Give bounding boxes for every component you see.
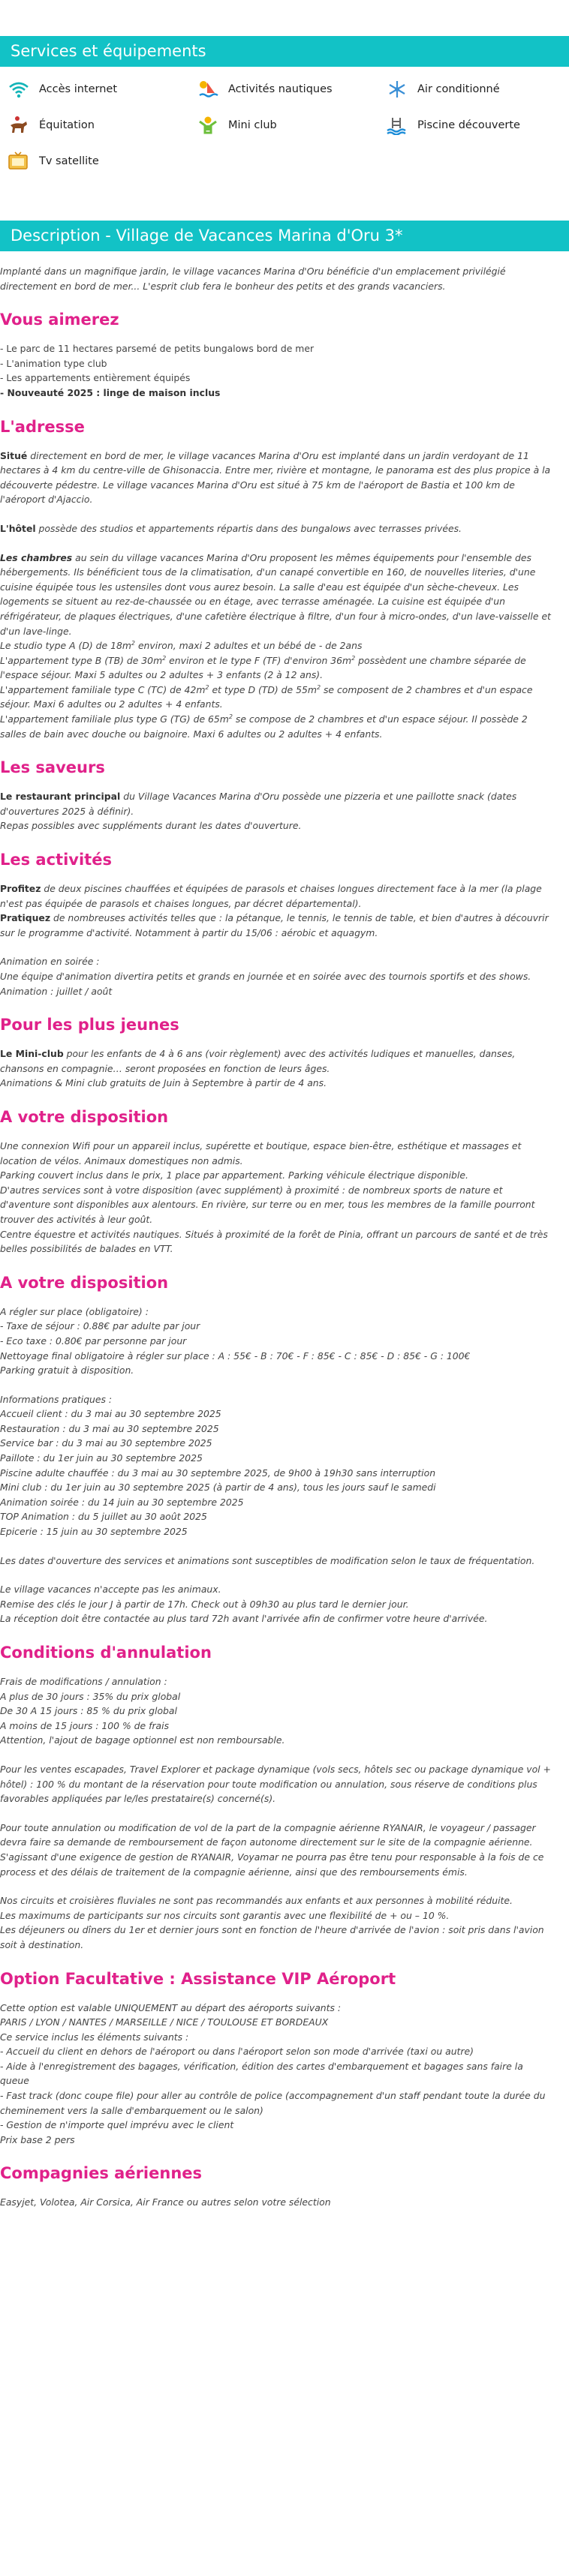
dispo2-animals-line: Remise des clés le jour J à partir de 17h. Check out à 09h30 au plus tard le dernier jour.	[0, 1598, 409, 1610]
annulation-paragraph: Pour les ventes escapades, Travel Explorer et package dynamique (vols secs, hôtels sec ou package dynamique vol + hôtel) : 100 % du montant de la réservation pour toute modification ou annulation, sous réserve de conditions plus favorables appliquées par le/les prestataire(s) concerné(s).	[0, 1763, 551, 1805]
dispo-line: Une connexion Wifi pour un appareil inclus, supérette et boutique, espace bien-être, esthétique et massages et location de vélos. Animaux domestiques non admis.	[0, 1139, 522, 1166]
amenity-outdoor-pool	[386, 116, 520, 135]
section-title-vip: Option Facultative : Assistance VIP Aéroport	[0, 1969, 396, 1988]
amenity-horse-riding	[8, 116, 95, 135]
vip-line: - Aide à l'enregistrement des bagages, vérification, édition des cartes d'embarquement et bagages sans faire la queue	[0, 2060, 523, 2087]
vip-line: Ce service inclus les éléments suivants :	[0, 2031, 189, 2043]
aimerez-line: - L'animation type club	[0, 357, 107, 369]
info-line: Mini club : du 1er juin au 30 septembre 2025 (à partir de 4 ans), tous les jours sauf le samedi	[0, 1482, 436, 1494]
annulation-line: Frais de modifications / annulation :	[0, 1676, 167, 1687]
aimerez-line: - Les appartements entièrement équipés	[0, 372, 191, 384]
dispo-line: D'autres services sont à votre disposition (avec supplément) à proximité : de nombreux sports de nature et d'aventure sont disponibles aux alentours. En rivière, sur terre ou en mer, tous les membres de la famille pourront trouver des activités à leur goût.	[0, 1184, 535, 1225]
dispo-line: Centre équestre et activités nautiques. Situés à proximité de la forêt de Pinia, offrant un parcours de santé et de très belles possibilités de balades en VTT.	[0, 1228, 548, 1255]
amenity-satellite-tv	[8, 152, 99, 171]
section-title-saveurs: Les saveurs	[0, 758, 105, 777]
aimerez-line-bold: - Nouveauté 2025 : linge de maison inclus	[0, 386, 221, 398]
amenity-label: Tv satellite	[39, 155, 99, 167]
annulation-line: A moins de 15 jours : 100 % de frais	[0, 1719, 170, 1731]
annulation-line: De 30 A 15 jours : 85 % du prix global	[0, 1705, 177, 1717]
room-type-b: L'appartement type B (TB) de $30m^2$ environ et le type F (TF) d'environ $36m^2$ possèdent une chambre séparée de l'espace séjour. Maxi 5 adultes ou 2 adultes + 3 enfants (2 à 12 ans).	[0, 654, 526, 681]
activites-pratiquez: Pratiquez de nombreuses activités telles que : la pétanque, le tennis, le tennis de table, et bien d'autres à découvrir sur le programme d'activité. Notamment à partir du 15/06 : aérobic et aquagym.	[0, 912, 549, 938]
saveurs-line: Repas possibles avec suppléments durant les dates d'ouverture.	[0, 820, 302, 832]
vip-line: Prix base 2 pers	[0, 2133, 75, 2145]
amenity-internet	[8, 80, 117, 99]
dispo2-line: Nettoyage final obligatoire à régler sur place : A : 55€ - B : 70€ - F : 85€ - C : 85€ - D : 85€ - G : 100€	[0, 1350, 471, 1362]
dispo2-note: Les dates d'ouverture des services et animations sont susceptibles de modification selon le taux de fréquentation.	[0, 1554, 535, 1566]
air-conditioning-icon	[386, 80, 408, 99]
dispo2-animals-line: Le village vacances n'accepte pas les animaux.	[0, 1584, 221, 1596]
amenity-label: Air conditionné	[417, 83, 500, 95]
info-line: Service bar : du 3 mai au 30 septembre 2025	[0, 1437, 212, 1449]
info-line: Piscine adulte chauffée : du 3 mai au 30 septembre 2025, de 9h00 à 19h30 sans interruption	[0, 1467, 436, 1479]
info-line: Restauration : du 3 mai au 30 septembre 2025	[0, 1422, 219, 1434]
section-title-aimerez: Vous aimerez	[0, 311, 119, 329]
section-title-jeunes: Pour les plus jeunes	[0, 1016, 179, 1034]
vip-line: - Gestion de n'importe quel imprévu avec le client	[0, 2119, 234, 2131]
description-content	[0, 264, 552, 2210]
annulation-line: Les déjeuners ou dîners du 1er et dernier jours sont en fonction de l'heure d'arrivée de l'avion : soit pris dans l'avion soit à destination.	[0, 1924, 544, 1950]
amenity-mini-club	[197, 116, 277, 135]
section-title-annulation: Conditions d'annulation	[0, 1644, 212, 1662]
section-title-disposition-2: A votre disposition	[0, 1273, 169, 1292]
aimerez-line: - Le parc de 11 hectares parsemé de petits bungalows bord de mer	[0, 343, 315, 355]
adresse-hotel: L'hôtel possède des studios et appartements répartis dans des bungalows avec terrasses privées.	[0, 522, 462, 534]
activites-line: Animation : juillet / août	[0, 985, 113, 997]
description-banner	[0, 221, 569, 251]
info-line: Informations pratiques :	[0, 1393, 113, 1405]
jeunes-miniclub: Le Mini-club pour les enfants de 4 à 6 ans (voir règlement) avec des activités ludiques et manuelles, danses, chansons en compagnie… seront proposées en fonction de leurs âges.	[0, 1048, 516, 1074]
satellite-tv-icon	[8, 152, 30, 171]
amenity-nautical	[197, 80, 333, 99]
horse-riding-icon	[8, 116, 30, 135]
section-title-disposition-1: A votre disposition	[0, 1107, 169, 1126]
info-line: Paillote : du 1er juin au 30 septembre 2025	[0, 1452, 203, 1464]
amenity-label: Accès internet	[39, 83, 118, 95]
vip-line: - Fast track (donc coupe file) pour aller au contrôle de police (accompagnement d'un staff pendant toute la durée du cheminement vers la salle d'embarquement ou le salon)	[0, 2090, 546, 2116]
info-line: Accueil client : du 3 mai au 30 septembre 2025	[0, 1408, 221, 1420]
dispo2-line: A régler sur place (obligatoire) :	[0, 1305, 149, 1317]
vip-line: Cette option est valable UNIQUEMENT au départ des aéroports suivants :	[0, 2001, 342, 2013]
amenity-air-conditioning	[386, 80, 500, 99]
vip-line: - Accueil du client en dehors de l'aéroport ou dans l'aéroport selon son mode d'arrivée (taxi ou autre)	[0, 2046, 474, 2058]
info-line: Animation soirée : du 14 juin au 30 septembre 2025	[0, 1496, 244, 1508]
section-title-compagnies: Compagnies aériennes	[0, 2164, 203, 2183]
dispo-line: Parking couvert inclus dans le prix, 1 place par appartement. Parking véhicule électrique disponible.	[0, 1169, 468, 1181]
dispo2-animals-line: La réception doit être contactée au plus tard 72h avant l'arrivée afin de confirmer votre heure d'arrivée.	[0, 1613, 488, 1625]
activites-line: Animation en soirée :	[0, 956, 100, 968]
amenity-label: Activités nautiques	[228, 83, 333, 95]
intro-text: Implanté dans un magnifique jardin, le village vacances Marina d'Oru bénéficie d'un emplacement privilégié directement en bord de mer... L'esprit club fera le bonheur des petits et des grands vacanciers.	[0, 266, 506, 292]
nautical-activities-icon	[197, 80, 219, 99]
mini-club-icon	[197, 116, 219, 135]
annulation-line: Nos circuits et croisières fluviales ne sont pas recommandés aux enfants et aux personnes à mobilité réduite.	[0, 1895, 513, 1907]
adresse-situe: Situé directement en bord de mer, le village vacances Marina d'Oru est implanté dans un jardin verdoyant de 11 hectares à 4 km du centre-ville de Ghisonaccia. Entre mer, rivière et montagne, le panorama est des plus propice à la découverte pédestre. Le village vacances Marina d'Oru est situé à 75 km de l'aéroport de Bastia et 100 km de l'aéroport d'Ajaccio.	[0, 449, 551, 506]
room-type-g: L'appartement familiale plus type G (TG) de $65m^2$ se compose de 2 chambres et d'un espace séjour. Il possède 2 salles de bain avec douche ou baignoire. Maxi 6 adultes ou 2 adultes + 4 enfants.	[0, 713, 528, 740]
wifi-icon	[8, 80, 30, 99]
room-type-c: L'appartement familiale type C (TC) de $42m^2$ et type D (TD) de $55m^2$ se composent de 2 chambres et d'un espace séjour. Maxi 6 adultes ou 2 adultes + 4 enfants.	[0, 683, 533, 710]
info-line: TOP Animation : du 5 juillet au 30 août 2025	[0, 1511, 207, 1523]
room-type-a: Le studio type A (D) de $18m^2$ environ, maxi 2 adultes et un bébé de - de 2ans	[0, 639, 363, 652]
amenity-label: Piscine découverte	[417, 119, 520, 131]
saveurs-restaurant: Le restaurant principal du Village Vacances Marina d'Oru possède une pizzeria et une paillotte snack (dates d'ouvertures 2025 à définir).	[0, 791, 517, 817]
vip-line: PARIS / LYON / NANTES / MARSEILLE / NICE / TOULOUSE ET BORDEAUX	[0, 2016, 329, 2028]
annulation-line: Attention, l'ajout de bagage optionnel est non remboursable.	[0, 1734, 285, 1746]
dispo2-line: - Taxe de séjour : 0.88€ par adulte par jour	[0, 1320, 200, 1332]
outdoor-pool-icon	[386, 116, 408, 135]
activites-profitez: Profitez de deux piscines chauffées et équipées de parasols et chaises longues directement face à la mer (la plage n'est pas équipée de parasols et chaises longues, par décret départemental).	[0, 883, 542, 909]
amenity-label: Équitation	[39, 119, 95, 131]
dispo2-line: Parking gratuit à disposition.	[0, 1365, 134, 1377]
jeunes-line: Animations & Mini club gratuits de Juin à Septembre à partir de 4 ans.	[0, 1077, 327, 1089]
annulation-line: A plus de 30 jours : 35% du prix global	[0, 1690, 181, 1702]
info-line: Epicerie : 15 juin au 30 septembre 2025	[0, 1526, 188, 1538]
annulation-paragraph: Pour toute annulation ou modification de vol de la part de la compagnie aérienne RYANAIR, le voyageur / passager devra faire sa demande de remboursement de façon autonome directement sur le site de la compagnie aérienne. S'agissant d'une exigence de gestion de RYANAIR, Voyamar ne pourra pas être tenu pour responsable à la fois de ce process et des délais de traitement de la compagnie aérienne, ainsi que des remboursements émis.	[0, 1821, 544, 1878]
section-title-activites: Les activités	[0, 851, 112, 869]
adresse-chambres: Les chambres au sein du village vacances Marina d'Oru proposent les mêmes équipements pour l'ensemble des hébergements. Ils bénéficient tous de la climatisation, d'un canapé convertible en 160, de nouvelles literies, d'une cuisine équipée tous les ustensiles dont vous aurez besoin. La salle d'eau est équipée d'un sèche-cheveux. Les logements se situent au rez-de-chaussée ou en étage, avec terrasse aménagée. La cuisine est équipée d'un réfrigérateur, de plaques électriques, d'une cafetière électrique à filtre, d'un four à micro-ondes, d'un lave-vaisselle et d'un lave-linge.	[0, 551, 551, 637]
annulation-line: Les maximums de participants sur nos circuits sont garantis avec une flexibilité de + ou – 10 %.	[0, 1909, 450, 1921]
activites-line: Une équipe d'animation divertira petits et grands en journée et en soirée avec des tournois sportifs et des shows.	[0, 971, 531, 982]
amenity-label: Mini club	[228, 119, 277, 131]
dispo2-line: - Eco taxe : 0.80€ par personne par jour	[0, 1335, 187, 1347]
description-title: Description - Village de Vacances Marina d'Oru 3*	[11, 227, 403, 245]
section-title-adresse: L'adresse	[0, 417, 85, 436]
services-banner	[0, 36, 569, 67]
compagnies-line: Easyjet, Volotea, Air Corsica, Air France ou autres selon votre sélection	[0, 2196, 331, 2208]
services-title: Services et équipements	[11, 42, 206, 60]
